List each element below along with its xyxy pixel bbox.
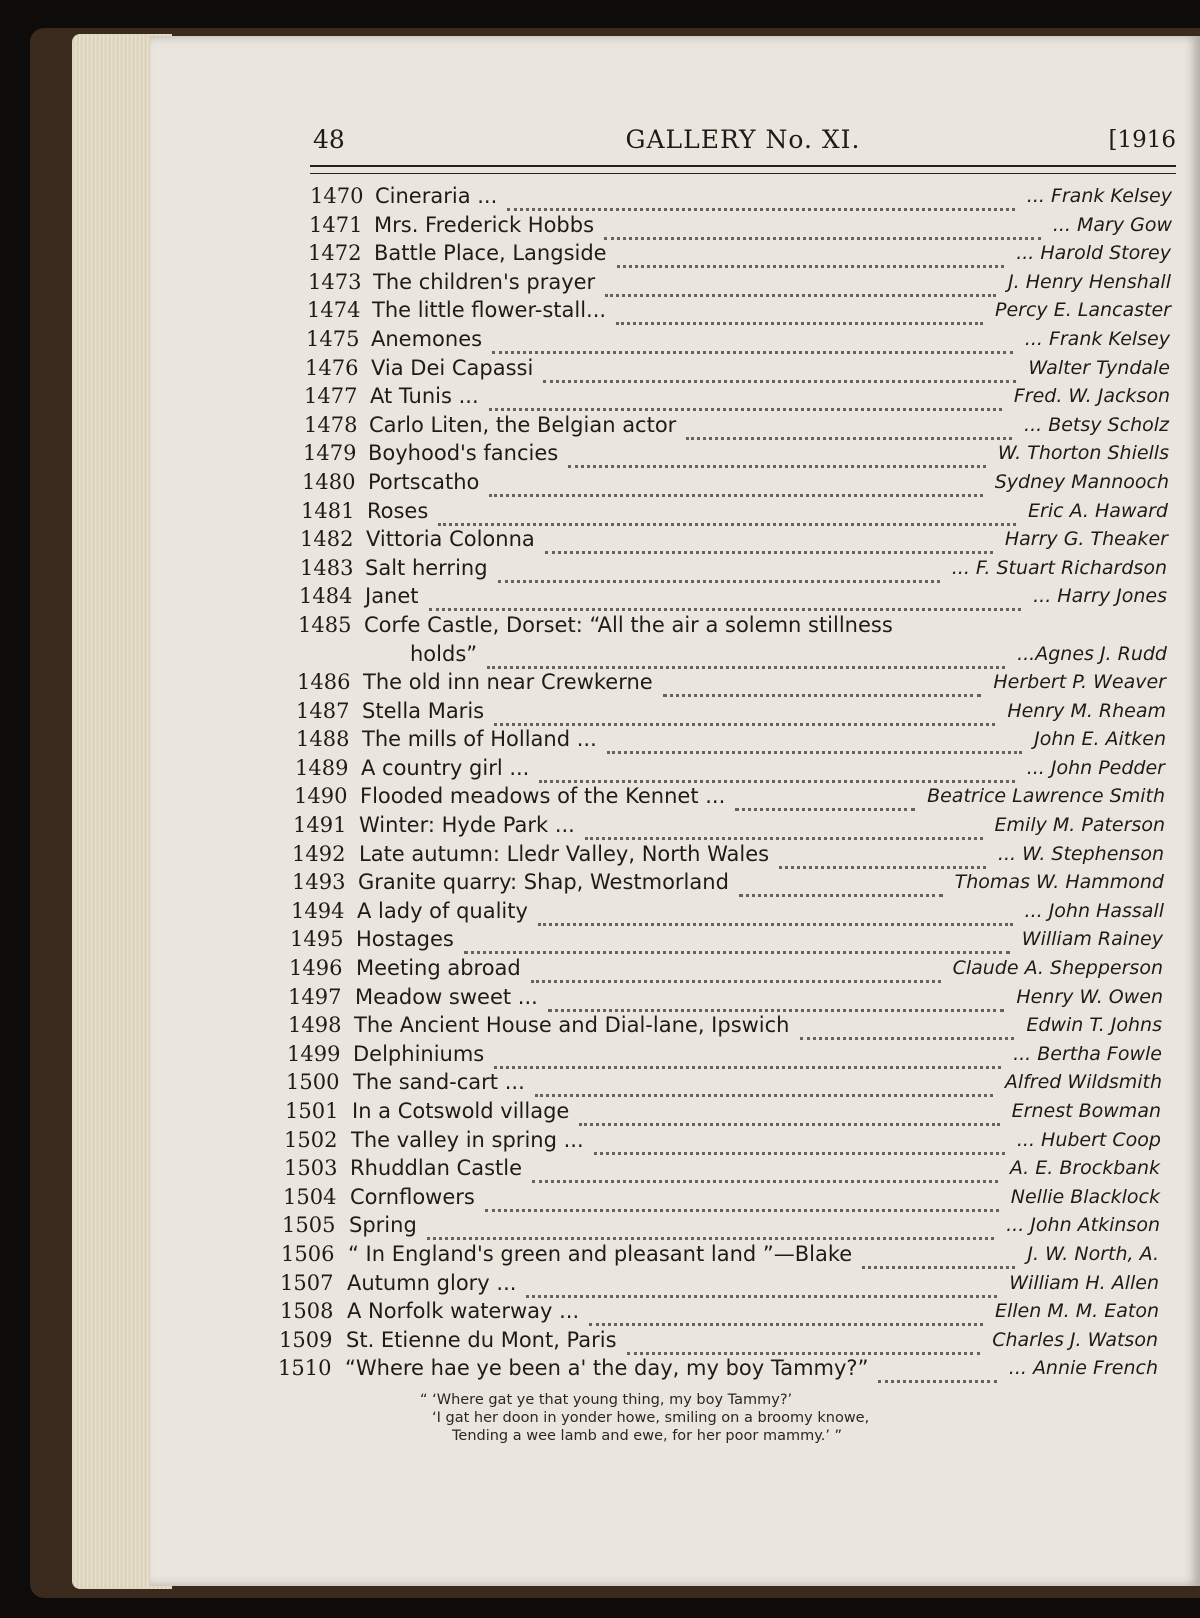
catalogue-entry xyxy=(0,613,1200,670)
entry-number: 1501 xyxy=(285,1099,339,1123)
entry-number: 1485 xyxy=(298,612,352,637)
entry-number: 1479 xyxy=(303,441,357,466)
entry-artist: Ernest Bowman xyxy=(1011,1100,1161,1122)
entry-number: 1471 xyxy=(309,212,363,237)
catalogue-entry xyxy=(0,1013,1200,1042)
entry-title: “ In England's green and pleasant land ”—Blake xyxy=(348,1241,853,1266)
entry-number: 1475 xyxy=(306,326,360,351)
catalogue-entry xyxy=(0,184,1200,213)
page-header xyxy=(310,125,1176,165)
entry-title: Roses xyxy=(367,498,429,523)
catalogue-list xyxy=(0,184,1200,1385)
leader-dots xyxy=(616,298,983,325)
entry-title: Janet xyxy=(365,584,419,609)
entry-title: Mrs. Frederick Hobbs xyxy=(374,212,595,237)
entry-title: Via Dei Capassi xyxy=(371,355,534,380)
entry-artist: ... Frank Kelsey xyxy=(1024,327,1170,350)
catalogue-entry xyxy=(0,1328,1200,1357)
entry-artist: ... W. Stephenson xyxy=(997,842,1164,865)
catalogue-entry xyxy=(0,1213,1200,1242)
entry-artist: Walter Tyndale xyxy=(1028,356,1170,379)
entry-number: 1491 xyxy=(293,813,347,838)
entry-number: 1483 xyxy=(300,555,354,580)
leader-dots xyxy=(568,441,986,468)
entry-title: Salt herring xyxy=(365,555,488,580)
leader-dots xyxy=(489,470,982,497)
entry-artist: Fred. W. Jackson xyxy=(1013,385,1170,408)
catalogue-entry xyxy=(0,1299,1200,1328)
catalogue-entry xyxy=(0,670,1200,699)
entry-title: The little flower-stall... xyxy=(372,298,607,323)
entry-title: The Ancient House and Dial-lane, Ipswich xyxy=(354,1013,790,1038)
entry-number: 1499 xyxy=(287,1041,341,1066)
entry-artist: Percy E. Lancaster xyxy=(995,299,1171,322)
catalogue-entry xyxy=(0,956,1200,985)
entry-number: 1478 xyxy=(304,412,358,437)
entry-artist: Henry W. Owen xyxy=(1016,985,1163,1008)
entry-artist: Herbert P. Weaver xyxy=(993,671,1166,694)
entry-title: “Where hae ye been a' the day, my boy Tammy?” xyxy=(345,1356,869,1381)
entry-title: Boyhood's fancies xyxy=(368,441,559,466)
leader-dots xyxy=(539,756,1014,783)
verse-line: Tending a wee lamb and ewe, for her poor mammy.’ ” xyxy=(452,1428,843,1444)
catalogue-entry xyxy=(0,213,1200,242)
entry-title: Autumn glory ... xyxy=(347,1270,517,1295)
leader-dots xyxy=(663,670,982,697)
entry-number: 1492 xyxy=(292,841,346,866)
entry-title: Meeting abroad xyxy=(356,956,521,981)
catalogue-entry xyxy=(0,727,1200,756)
leader-dots xyxy=(800,1013,1015,1040)
leader-dots xyxy=(617,241,1005,268)
leader-dots xyxy=(489,384,1002,411)
entry-artist: ... Mary Gow xyxy=(1052,213,1172,236)
entry-artist: ... Hubert Coop xyxy=(1016,1128,1161,1151)
page-number: 48 xyxy=(313,125,345,154)
entry-number: 1477 xyxy=(304,384,358,409)
entry-title: Meadow sweet ... xyxy=(355,984,538,1009)
catalogue-entry xyxy=(0,584,1200,613)
leader-dots xyxy=(427,1213,994,1240)
entry-artist: ... John Hassall xyxy=(1024,899,1164,922)
entry-artist: Henry M. Rheam xyxy=(1007,699,1166,722)
catalogue-entry xyxy=(0,527,1200,556)
entry-title: Portscatho xyxy=(368,469,480,494)
leader-dots xyxy=(862,1242,1015,1269)
entry-artist: ... John Atkinson xyxy=(1006,1214,1160,1237)
page-title: GALLERY No. XI. xyxy=(625,125,861,154)
entry-number: 1498 xyxy=(288,1013,342,1038)
entry-title: Vittoria Colonna xyxy=(366,527,535,552)
entry-number: 1476 xyxy=(305,355,359,380)
leader-dots xyxy=(579,1099,999,1126)
entry-title: Cineraria ... xyxy=(375,184,498,208)
entry-number: 1487 xyxy=(296,698,350,723)
catalogue-entry xyxy=(0,1042,1200,1071)
leader-dots xyxy=(507,184,1015,211)
entry-number: 1504 xyxy=(283,1184,337,1209)
entry-title: Granite quarry: Shap, Westmorland xyxy=(358,870,729,895)
catalogue-entry xyxy=(0,1099,1200,1128)
entry-number: 1473 xyxy=(308,269,362,294)
entry-number: 1486 xyxy=(297,670,351,695)
entry-artist: ... John Pedder xyxy=(1026,756,1165,779)
entry-number: 1495 xyxy=(290,927,344,952)
leader-dots xyxy=(535,1070,993,1097)
leader-dots xyxy=(532,1156,998,1183)
entry-title: A country girl ... xyxy=(361,755,530,780)
entry-title-continuation: holds” xyxy=(410,641,478,666)
catalogue-entry xyxy=(0,241,1200,270)
catalogue-entry xyxy=(0,899,1200,928)
catalogue-entry xyxy=(0,384,1200,413)
leader-dots xyxy=(485,1185,999,1212)
entry-number: 1490 xyxy=(294,784,348,809)
leader-dots xyxy=(605,270,996,297)
catalogue-entry xyxy=(0,813,1200,842)
entry-artist: ...Agnes J. Rudd xyxy=(1017,642,1167,665)
catalogue-entry xyxy=(0,470,1200,499)
entry-artist: ... Annie French xyxy=(1008,1357,1158,1380)
catalogue-entry xyxy=(0,1356,1200,1385)
entry-title: Battle Place, Langside xyxy=(374,241,607,266)
verse-line: ‘I gat her doon in yonder howe, smiling on a broomy knowe, xyxy=(432,1410,870,1426)
entry-artist: Emily M. Paterson xyxy=(994,814,1165,837)
entry-title: Stella Maris xyxy=(362,698,485,723)
entry-number: 1489 xyxy=(295,755,349,780)
entry-title: The mills of Holland ... xyxy=(362,727,597,752)
leader-dots xyxy=(494,1042,1001,1069)
leader-dots xyxy=(543,356,1016,383)
leader-dots xyxy=(878,1356,996,1383)
leader-dots xyxy=(494,699,995,726)
catalogue-entry xyxy=(0,327,1200,356)
entry-artist: Beatrice Lawrence Smith xyxy=(927,785,1165,808)
leader-dots xyxy=(739,870,943,897)
catalogue-entry xyxy=(0,1128,1200,1157)
catalogue-entry xyxy=(0,870,1200,899)
leader-dots xyxy=(545,527,993,554)
catalogue-entry xyxy=(0,1242,1200,1271)
entry-title: Cornflowers xyxy=(350,1184,475,1209)
leader-dots xyxy=(735,784,915,811)
entry-artist: William H. Allen xyxy=(1009,1271,1159,1294)
entry-number: 1480 xyxy=(302,469,356,494)
entry-artist: ... Harry Jones xyxy=(1033,585,1167,608)
entry-number: 1509 xyxy=(279,1327,333,1352)
leader-dots xyxy=(438,499,1016,526)
leader-dots xyxy=(686,413,1012,440)
entry-title: At Tunis ... xyxy=(370,384,479,409)
entry-number: 1493 xyxy=(292,870,346,895)
entry-artist: ... Betsy Scholz xyxy=(1024,413,1169,436)
entry-title: Anemones xyxy=(371,326,483,351)
catalogue-entry xyxy=(0,1185,1200,1214)
leader-dots xyxy=(627,1328,981,1355)
entry-number: 1494 xyxy=(291,898,345,923)
entry-number: 1510 xyxy=(278,1356,332,1381)
catalogue-entry xyxy=(0,756,1200,785)
leader-dots xyxy=(607,727,1022,754)
verse-quotation xyxy=(420,1392,1020,1446)
entry-title: Spring xyxy=(349,1213,417,1238)
catalogue-entry xyxy=(0,298,1200,327)
entry-number: 1503 xyxy=(284,1156,338,1181)
entry-number: 1500 xyxy=(286,1070,340,1095)
entry-number: 1470 xyxy=(310,184,364,208)
entry-artist: Ellen M. M. Eaton xyxy=(994,1300,1159,1323)
entry-title: Late autumn: Lledr Valley, North Wales xyxy=(359,841,770,866)
entry-number: 1472 xyxy=(308,241,362,266)
leader-dots xyxy=(585,813,983,840)
entry-number: 1481 xyxy=(301,498,355,523)
entry-artist: Thomas W. Hammond xyxy=(954,871,1164,894)
entry-artist: Harry G. Theaker xyxy=(1004,528,1168,551)
catalogue-entry xyxy=(0,1156,1200,1185)
entry-title: A Norfolk waterway ... xyxy=(347,1299,580,1324)
entry-number: 1497 xyxy=(288,984,342,1009)
leader-dots xyxy=(487,642,1005,669)
entry-title: Flooded meadows of the Kennet ... xyxy=(360,784,726,809)
entry-title: The sand-cart ... xyxy=(353,1070,525,1095)
entry-artist: Claude A. Shepperson xyxy=(952,957,1163,980)
entry-number: 1507 xyxy=(280,1270,334,1295)
leader-dots xyxy=(526,1271,997,1298)
entry-artist: Charles J. Watson xyxy=(992,1328,1158,1351)
catalogue-entry xyxy=(0,556,1200,585)
catalogue-entry xyxy=(0,927,1200,956)
entry-number: 1474 xyxy=(307,298,361,323)
entry-artist: J. Henry Henshall xyxy=(1008,270,1171,293)
entry-artist: A. E. Brockbank xyxy=(1009,1157,1160,1180)
entry-artist: Edwin T. Johns xyxy=(1026,1014,1162,1037)
verse-line: “ ‘Where gat ye that young thing, my boy Tammy?’ xyxy=(420,1392,793,1408)
header-rule xyxy=(310,165,1176,174)
catalogue-entry xyxy=(0,699,1200,728)
entry-title: Corfe Castle, Dorset: “All the air a solemn stillness xyxy=(364,612,893,637)
leader-dots xyxy=(589,1299,983,1326)
entry-title: Hostages xyxy=(356,927,454,952)
entry-title: A lady of quality xyxy=(357,898,528,923)
leader-dots xyxy=(531,956,941,983)
entry-artist: W. Thorton Shiells xyxy=(997,442,1169,465)
catalogue-entry xyxy=(0,842,1200,871)
entry-number: 1502 xyxy=(284,1127,338,1152)
entry-number: 1496 xyxy=(289,956,343,981)
entry-number: 1482 xyxy=(300,527,354,552)
catalogue-entry xyxy=(0,1070,1200,1099)
entry-number: 1505 xyxy=(282,1213,336,1238)
catalogue-entry xyxy=(0,499,1200,528)
entry-artist: William Rainey xyxy=(1021,928,1163,951)
entry-artist: ... Harold Storey xyxy=(1016,242,1171,265)
leader-dots xyxy=(429,584,1022,611)
entry-artist: ... Frank Kelsey xyxy=(1026,185,1172,207)
leader-dots xyxy=(548,985,1005,1012)
entry-title: The children's prayer xyxy=(373,269,596,294)
entry-title: St. Etienne du Mont, Paris xyxy=(346,1327,617,1352)
catalogue-entry xyxy=(0,784,1200,813)
catalogue-entry xyxy=(0,356,1200,385)
entry-title: Delphiniums xyxy=(353,1041,485,1066)
catalogue-entry xyxy=(0,1271,1200,1300)
catalogue-entry xyxy=(0,270,1200,299)
entry-number: 1508 xyxy=(280,1299,334,1324)
catalogue-entry xyxy=(0,985,1200,1014)
entry-title: Rhuddlan Castle xyxy=(350,1156,523,1181)
entry-title: The old inn near Crewkerne xyxy=(363,670,653,695)
page-year: [1916 xyxy=(1108,127,1176,153)
entry-title: In a Cotswold village xyxy=(352,1099,570,1123)
entry-title: Winter: Hyde Park ... xyxy=(359,813,575,838)
entry-artist: Sydney Mannooch xyxy=(994,470,1169,493)
entry-title: The valley in spring ... xyxy=(351,1127,584,1152)
leader-dots xyxy=(492,327,1013,354)
entry-title: Carlo Liten, the Belgian actor xyxy=(369,412,677,437)
entry-artist: Alfred Wildsmith xyxy=(1004,1071,1162,1094)
leader-dots xyxy=(498,556,940,583)
leader-dots xyxy=(538,899,1013,926)
entry-artist: Eric A. Haward xyxy=(1028,499,1168,522)
leader-dots xyxy=(779,842,986,869)
entry-artist: ... Bertha Fowle xyxy=(1013,1042,1162,1065)
leader-dots xyxy=(604,213,1041,240)
leader-dots xyxy=(464,927,1010,954)
entry-artist: Nellie Blacklock xyxy=(1010,1185,1160,1208)
entry-artist: ... F. Stuart Richardson xyxy=(951,556,1167,579)
catalogue-entry xyxy=(0,413,1200,442)
entry-number: 1506 xyxy=(281,1241,335,1266)
leader-dots xyxy=(594,1128,1005,1155)
catalogue-entry xyxy=(0,441,1200,470)
entry-artist: John E. Aitken xyxy=(1034,728,1166,751)
entry-artist: J. W. North, A. xyxy=(1027,1242,1159,1265)
entry-number: 1484 xyxy=(299,584,353,609)
entry-number: 1488 xyxy=(296,727,350,752)
